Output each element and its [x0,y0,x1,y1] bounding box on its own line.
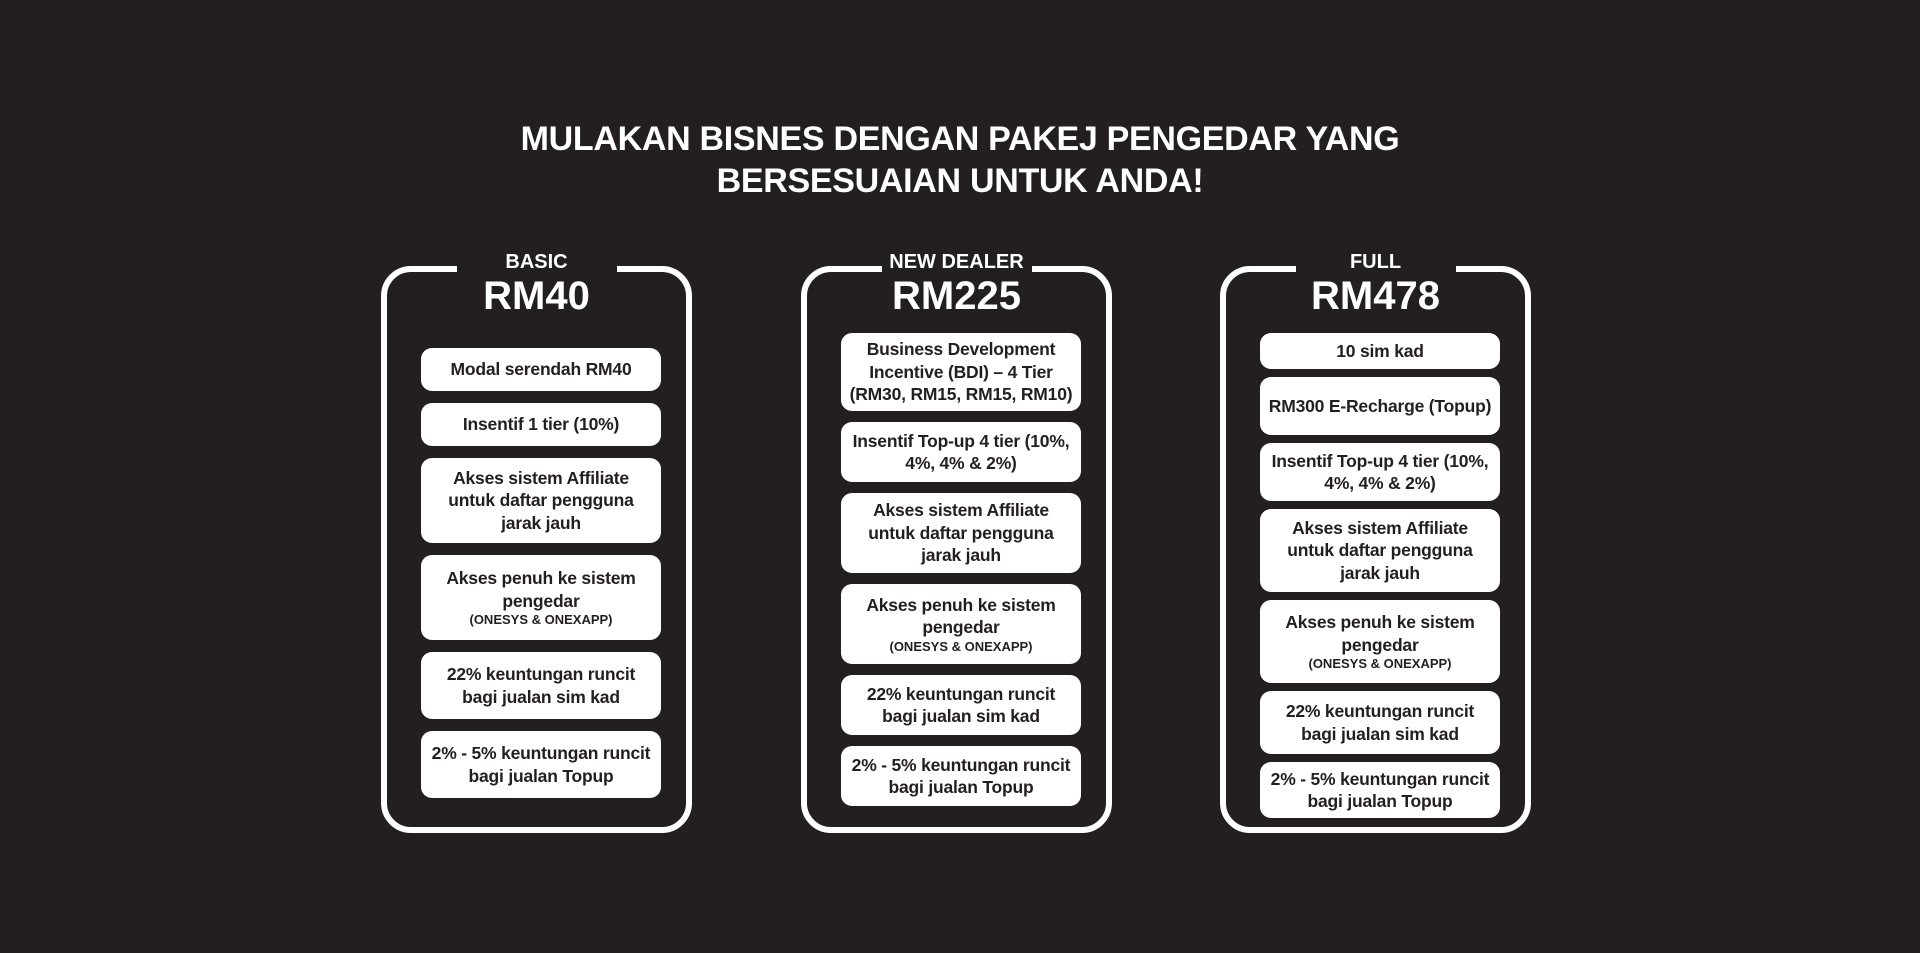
feature-item: Insentif 1 tier (10%) [421,403,661,446]
feature-item: Insentif Top-up 4 tier (10%, 4%, 4% & 2%) [1260,443,1500,501]
package-header [882,250,1032,320]
feature-item: Akses sistem Affiliate untuk daftar pengguna jarak jauh [421,458,661,543]
package-header [457,250,617,320]
package-price: RM478 [1311,274,1440,318]
feature-item: 22% keuntungan runcit bagi jualan sim kad [1260,691,1500,754]
feature-item: Akses penuh ke sistem pengedar (ONESYS & ONEXAPP) [841,584,1081,664]
feature-item: Akses penuh ke sistem pengedar (ONESYS & ONEXAPP) [1260,600,1500,683]
package-price: RM40 [483,274,590,318]
feature-note: (ONESYS & ONEXAPP) [889,638,1033,654]
feature-list [1260,333,1500,818]
headline-line-2: BERSESUAIAN UNTUK ANDA! [716,162,1204,200]
feature-item: 2% - 5% keuntungan runcit bagi jualan Topup [421,731,661,798]
feature-note: (ONESYS & ONEXAPP) [1308,656,1452,671]
feature-item: 2% - 5% keuntungan runcit bagi jualan Topup [1260,762,1500,818]
package-card-full [1220,251,1531,833]
package-price: RM225 [892,274,1021,318]
feature-item: 22% keuntungan runcit bagi jualan sim kad [841,675,1081,735]
feature-item: 22% keuntungan runcit bagi jualan sim kad [421,652,661,719]
feature-item: Akses sistem Affiliate untuk daftar pengguna jarak jauh [841,493,1081,573]
feature-list [421,348,661,798]
headline-line-1: MULAKAN BISNES DENGAN PAKEJ PENGEDAR YANG [520,120,1400,158]
feature-item: Akses sistem Affiliate untuk daftar pengguna jarak jauh [1260,509,1500,592]
package-name: FULL [1349,251,1402,273]
page-headline [0,118,1920,202]
feature-item: Insentif Top-up 4 tier (10%, 4%, 4% & 2%) [841,422,1081,482]
package-card-basic [381,251,692,833]
package-card-new-dealer [801,251,1112,833]
feature-item: Modal serendah RM40 [421,348,661,391]
feature-item: RM300 E-Recharge (Topup) [1260,377,1500,435]
feature-item: Business Development Incentive (BDI) – 4 Tier (RM30, RM15, RM15, RM10) [841,333,1081,411]
package-header [1296,250,1456,320]
package-name: BASIC [505,251,568,273]
feature-list [841,333,1081,806]
feature-item: 2% - 5% keuntungan runcit bagi jualan Topup [841,746,1081,806]
feature-item: Akses penuh ke sistem pengedar (ONESYS & ONEXAPP) [421,555,661,640]
feature-note: (ONESYS & ONEXAPP) [469,612,613,627]
package-name: NEW DEALER [889,251,1024,273]
feature-item: 10 sim kad [1260,333,1500,369]
